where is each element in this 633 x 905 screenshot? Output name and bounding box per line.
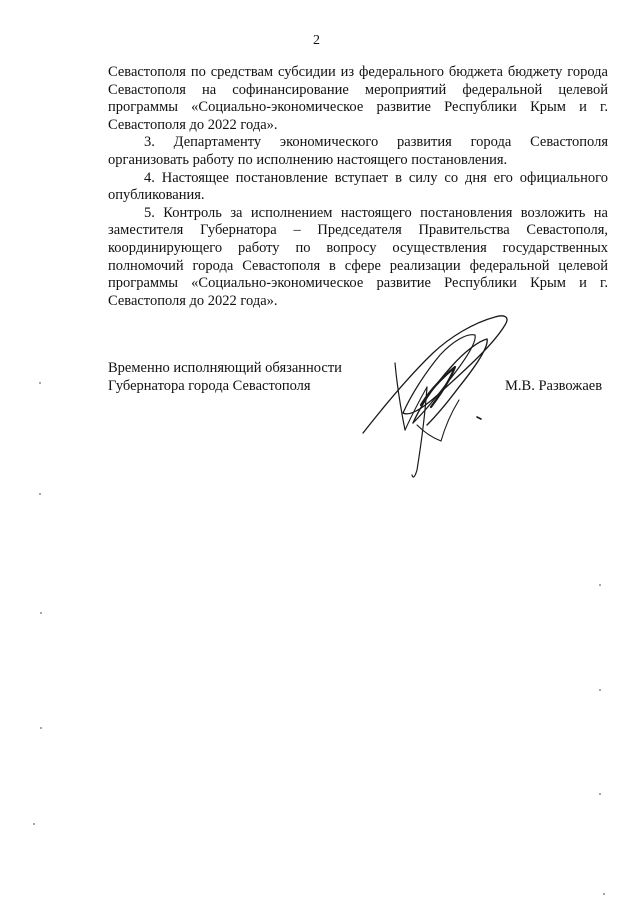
- margin-dot: [599, 689, 601, 691]
- margin-dot: [599, 793, 601, 795]
- paragraph-3: 3. Департаменту экономического развития города Севастополя организовать работу по исполнению настоящего постановления.: [108, 134, 608, 168]
- document-body: [108, 64, 608, 310]
- margin-dot: [40, 612, 42, 614]
- margin-dot: [603, 893, 605, 895]
- margin-dot: [39, 493, 41, 495]
- handwritten-signature: [355, 305, 515, 480]
- page-number: 2: [313, 33, 320, 48]
- margin-dot: [33, 823, 35, 825]
- margin-dot: [40, 727, 42, 729]
- signatory-position-line1: Временно исполняющий обязанности: [108, 360, 342, 376]
- signatory-position: [108, 360, 342, 395]
- margin-dot: [599, 584, 601, 586]
- paragraph-continuation: Севастополя по средствам субсидии из федерального бюджета бюджету города Севастополя на софинансирование мероприятий федеральной целевой программы «Социально-экономическое развитие Республики Крым и г. Севастополя до 2022 года».: [108, 64, 608, 133]
- margin-dot: [39, 382, 41, 384]
- paragraph-5: 5. Контроль за исполнением настоящего постановления возложить на заместителя Губернатора – Председателя Правительства Севастополя, координирующего работу по вопросу осуществления государственных полномочий города Севастополя в сфере реализации федеральной целевой программы «Социально-экономическое развитие Республики Крым и г. Севастополя до 2022 года».: [108, 204, 608, 309]
- paragraph-4: 4. Настоящее постановление вступает в силу со дня его официального опубликования.: [108, 169, 608, 204]
- signatory-name: М.В. Развожаев: [505, 378, 603, 394]
- signatory-position-line2: Губернатора города Севастополя: [108, 377, 311, 394]
